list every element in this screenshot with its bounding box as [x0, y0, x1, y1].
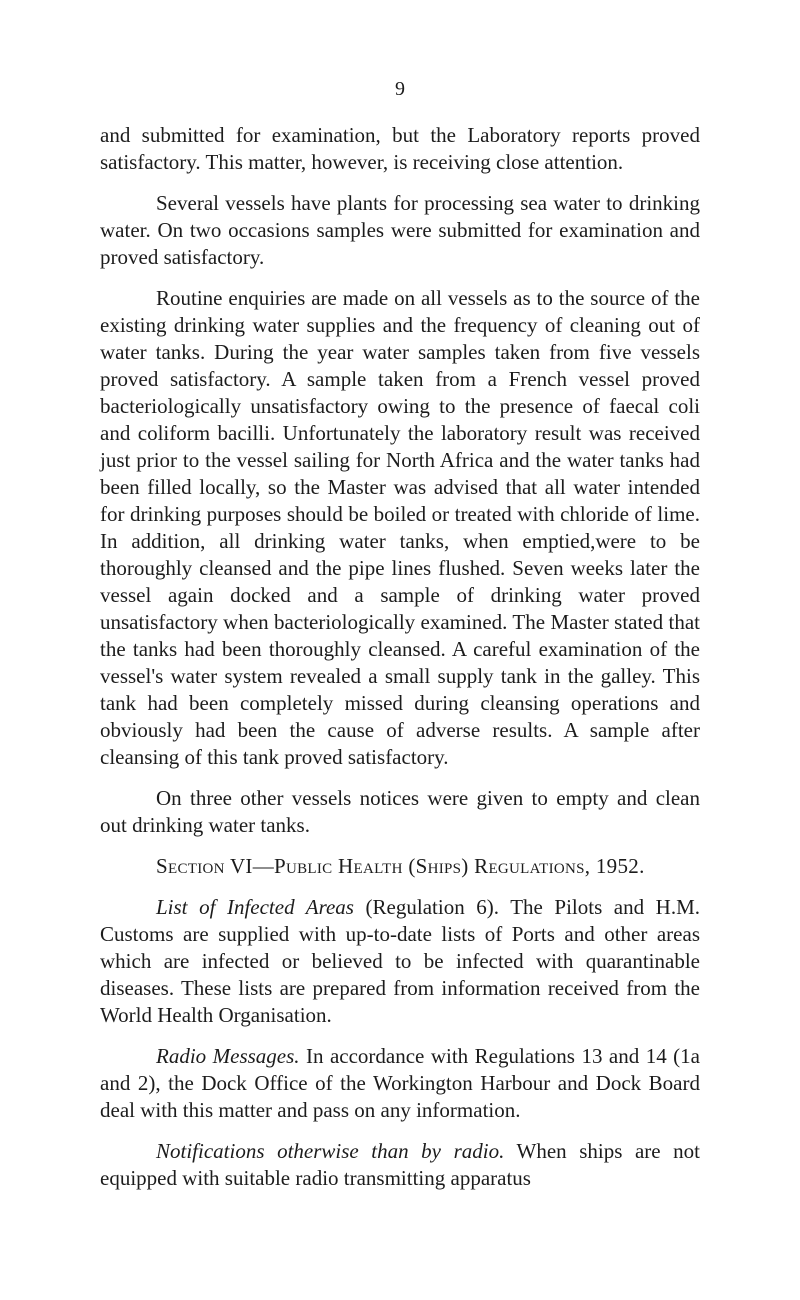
- section-heading: Section VI—Public Health (Ships) Regulations, 1952.: [156, 854, 645, 878]
- radio-messages-text: In accordance with Regulations 13 and 14 (1a and 2), the Dock Office of the Workington Harbour and Dock Board deal with this matter and pass on any information.: [100, 1044, 700, 1122]
- page-number: 9: [395, 78, 405, 100]
- radio-messages-title: Radio Messages.: [156, 1044, 300, 1068]
- paragraph-notifications: [100, 1138, 700, 1192]
- infected-areas-open: (Regulation: [365, 895, 465, 919]
- paragraph-sea-water-plants: Several vessels have plants for processing sea water to drinking water. On two occasions samples were submitted for examination and proved satisfactory.: [100, 191, 700, 269]
- paragraph-notices: On three other vessels notices were given to empty and clean out drinking water tanks.: [100, 786, 700, 837]
- paragraph-infected-areas: [100, 894, 700, 1029]
- notifications-text: When ships are not equipped with suitable radio transmitting apparatus: [100, 1139, 700, 1190]
- infected-areas-reg: 6).: [476, 895, 500, 919]
- notifications-title: Notifications otherwise than by radio.: [156, 1139, 505, 1163]
- body-text: [100, 122, 700, 1206]
- paragraph-routine-enquiries: Routine enquiries are made on all vessels as to the source of the existing drinking water supplies and the frequency of cleaning out of water tanks. During the year water samples taken from five vessels proved satisfactory. A sample taken from a French vessel proved bacteriologically unsatisfactory owing to the presence of faecal coli and coliform bacilli. Unfortunately the laboratory result was received just prior to the vessel sailing for North Africa and the water tanks had been filled locally, so the Master was advised that all water intended for drinking purposes should be boiled or treated with chloride of lime. In addition, all drinking water tanks, when emptied,were to be thoroughly cleansed and the pipe lines flushed. Seven weeks later the vessel again docked and a sample of drinking water proved unsatisfactory when bacteriologically examined. The Master stated that the tanks had been thoroughly cleansed. A careful examination of the vessel's water system revealed a small supply tank in the galley. This tank had been completely missed during cleansing operations and obviously had been the cause of adverse results. A sample after cleansing of this tank proved satisfactory.: [100, 286, 700, 769]
- paragraph-continuation: and submitted for examination, but the Laboratory reports proved satisfactory. This matter, however, is receiving close attention.: [100, 123, 700, 174]
- infected-areas-title: List of Infected Areas: [156, 895, 354, 919]
- infected-areas-text: The Pilots and H.M. Customs are supplied with up-to-date lists of Ports and other areas which are infected or believed to be infected with quarantinable diseases. These lists are prepared from information received from the World Health Organisation.: [100, 895, 701, 1027]
- paragraph-radio-messages: [100, 1043, 700, 1124]
